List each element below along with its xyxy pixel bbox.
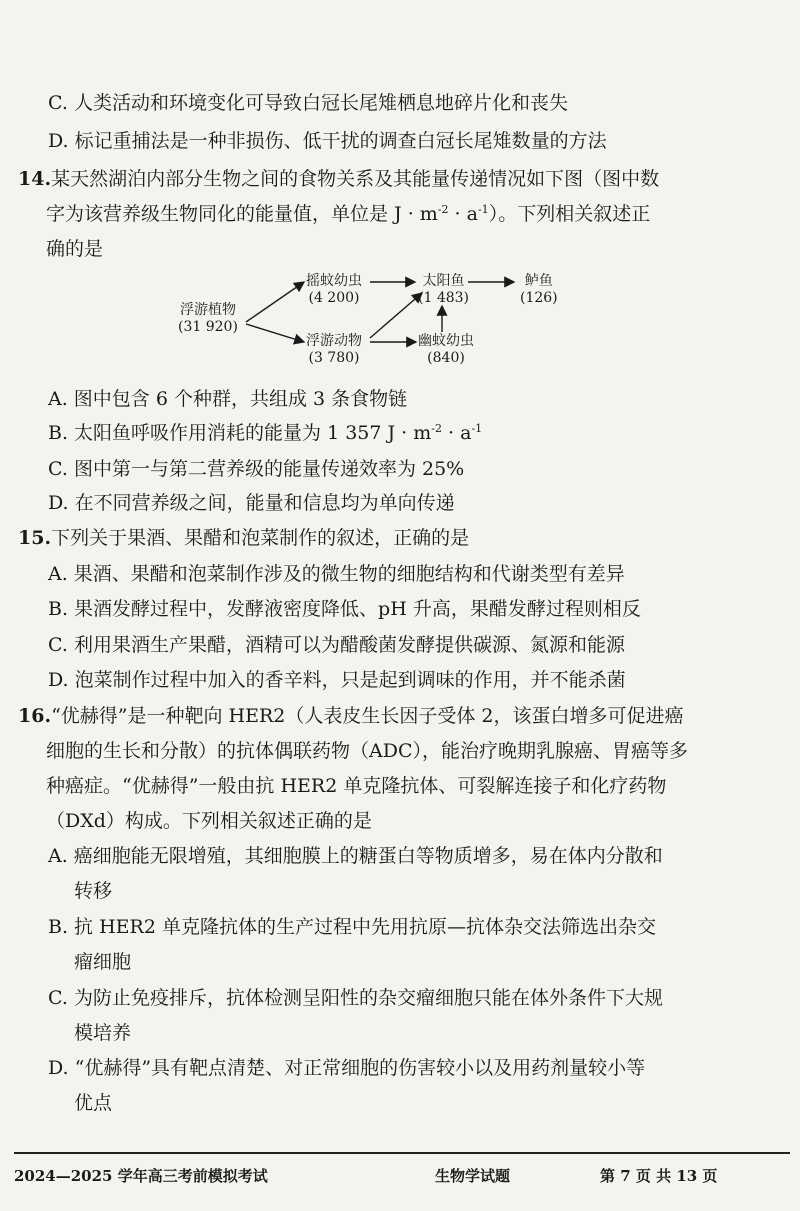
footer-divider: [14, 1152, 790, 1154]
arrow-phyto-to-mosquito: [246, 282, 304, 322]
q14-number: 14.: [18, 168, 52, 190]
q16-option-d-line1: D. “优赫得”具有靶点清楚、对正常细胞的伤害较小以及用药剂量较小等: [48, 1057, 646, 1079]
q15-option-c: C. 利用果酒生产果醋，酒精可以为醋酸菌发酵提供碳源、氮源和能源: [48, 634, 625, 656]
q16-stem-line1: 16.“优赫得”是一种靶向 HER2（人表皮生长因子受体 2，该蛋白增多可促进癌: [18, 705, 684, 727]
node-sunfish: 太阳鱼 (1 483): [418, 273, 470, 306]
footer-subject: 生物学试题: [435, 1167, 511, 1185]
node-zooplankton: 浮游动物 (3 780): [306, 333, 362, 366]
q15-stem: 15.下列关于果酒、果醋和泡菜制作的叙述，正确的是: [18, 527, 470, 549]
q15-option-d: D. 泡菜制作过程中加入的香辛料，只是起到调味的作用，并不能杀菌: [48, 669, 626, 691]
q15-option-a: A. 果酒、果醋和泡菜制作涉及的微生物的细胞结构和代谢类型有差异: [48, 563, 625, 585]
q14-option-c: C. 图中第一与第二营养级的能量传递效率为 25%: [48, 458, 465, 480]
q14-stem-line2: 字为该营养级生物同化的能量值，单位是 $J \cdot m^{-2} \cdot a^{-1}$）。下列相关叙述正: [46, 203, 651, 225]
q16-option-b-line1: B. 抗 HER2 单克隆抗体的生产过程中先用抗原—抗体杂交法筛选出杂交: [48, 916, 656, 938]
node-perch: 鲈鱼 (126): [520, 273, 558, 306]
q16-option-b-line2: 瘤细胞: [74, 951, 132, 973]
q16-stem-line2: 细胞的生长和分散）的抗体偶联药物（ADC），能治疗晚期乳腺癌、胃癌等多: [46, 740, 688, 762]
arrow-phyto-to-zooplankton: [246, 324, 304, 342]
q14-stem-line1: 14.某天然湖泊内部分生物之间的食物关系及其能量传递情况如下图（图中数: [18, 168, 660, 190]
footer-exam-title: 2024—2025 学年高三考前模拟考试: [14, 1167, 268, 1185]
q16-option-c-line1: C. 为防止免疫排斥，抗体检测呈阳性的杂交瘤细胞只能在体外条件下大规: [48, 987, 663, 1009]
food-web-diagram: [170, 266, 590, 378]
q13-option-d: D. 标记重捕法是一种非损伤、低干扰的调查白冠长尾雉数量的方法: [48, 130, 607, 152]
q16-option-a-line2: 转移: [74, 880, 113, 902]
q16-stem-line3: 种癌症。“优赫得”一般由抗 HER2 单克隆抗体、可裂解连接子和化疗药物: [46, 775, 667, 797]
node-phantom-larva: 幽蚊幼虫 (840): [418, 333, 474, 366]
q16-stem-line4: （DXd）构成。下列相关叙述正确的是: [46, 810, 372, 832]
q16-option-c-line2: 模培养: [74, 1022, 132, 1044]
q14-stem-line3: 确的是: [46, 238, 104, 260]
q14-option-d: D. 在不同营养级之间，能量和信息均为单向传递: [48, 492, 455, 514]
q16-number: 16.: [18, 705, 52, 727]
q14-option-a: A. 图中包含 6 个种群，共组成 3 条食物链: [48, 388, 408, 410]
footer-page-number: 第 7 页 共 13 页: [600, 1167, 718, 1185]
q15-option-b: B. 果酒发酵过程中，发酵液密度降低、pH 升高，果醋发酵过程则相反: [48, 598, 641, 620]
q13-option-c: C. 人类活动和环境变化可导致白冠长尾雉栖息地碎片化和丧失: [48, 92, 568, 114]
q14-option-b: B. 太阳鱼呼吸作用消耗的能量为 1 357 $J \cdot m^{-2} \cdot a^{-1}$: [48, 422, 483, 444]
node-mosquito-larva: 摇蚊幼虫 (4 200): [306, 273, 362, 306]
arrow-zooplankton-to-sunfish: [370, 293, 422, 338]
q16-option-a-line1: A. 癌细胞能无限增殖，其细胞膜上的糖蛋白等物质增多，易在体内分散和: [48, 845, 663, 867]
node-phytoplankton: 浮游植物 (31 920): [178, 302, 238, 335]
q16-option-d-line2: 优点: [74, 1092, 113, 1114]
q15-number: 15.: [18, 527, 52, 549]
